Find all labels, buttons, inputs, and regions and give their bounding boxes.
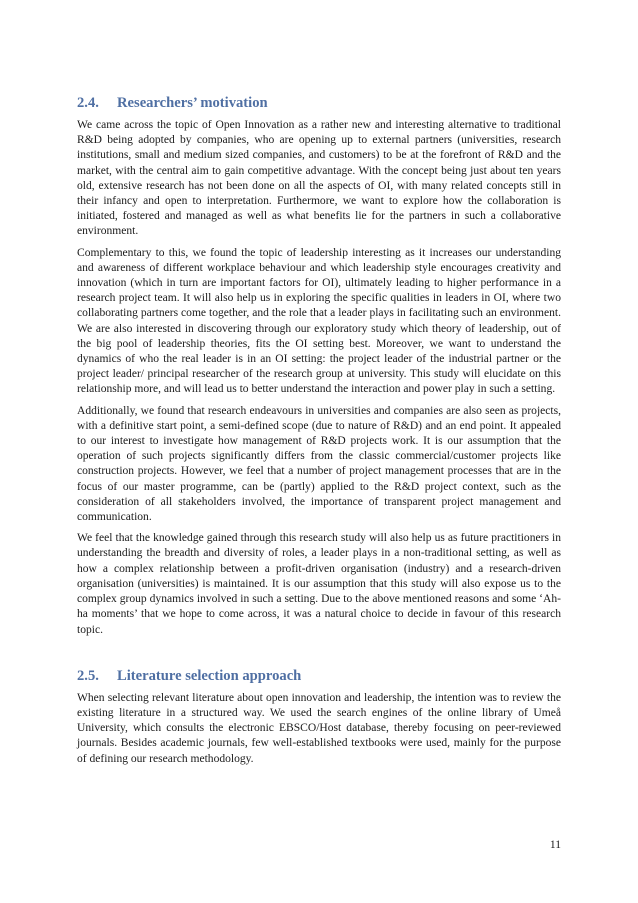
section-spacer: [77, 644, 561, 667]
section-title: Researchers’ motivation: [117, 95, 268, 111]
section-number: 2.5.: [77, 667, 99, 684]
section-number: 2.4.: [77, 95, 99, 111]
paragraph: We feel that the knowledge gained through this research study will also help us as future practitioners in understanding the breadth and diversity of roles, a leader plays in a non-traditional setting, as well as how a complex relationship between a profit-driven organisation (industry) and a research-driven organisation (universities) is maintained. It is our assumption that this study will also expose us to the complex group dynamics involved in such a setting. Due to the above mentioned reasons and some ‘Ah-ha moments’ that we hope to come across, it was a natural choice to decide in favour of this research topic.: [77, 532, 561, 636]
paragraph: When selecting relevant literature about open innovation and leadership, the intention was to review the existing literature in a structured way. We used the search engines of the online library of Umeå University, which consults the electronic EBSCO/Host database, thereby focusing on peer-reviewed journals. Besides academic journals, few well-established textbooks were used, mainly for the purpose of defining our research methodology.: [77, 691, 561, 765]
paragraph: We came across the topic of Open Innovation as a rather new and interesting alternative to traditional R&D being adopted by companies, who are opening up to external partners (universities, research institutions, small and medium sized companies, and customers) to be at the forefront of R&D and the market, with the central aim to gain competitive advantage. With the concept being just about ten years old, extensive research has not been done on all the aspects of OI, with many related concepts still in their infancy and open to interpretation. Furthermore, we want to explore how the collaboration is initiated, fostered and managed as well as what benefits lie for the partners in such a collaborative environment.: [77, 119, 561, 238]
page-content: [77, 94, 561, 773]
paragraph: Additionally, we found that research endeavours in universities and companies are also seen as projects, with a definitive start point, a semi-defined scope (due to nature of R&D) and an end point. It appealed to our interest to investigate how management of R&D projects work. It is our assumption that the operation of such projects significantly differs from the classic commercial/customer projects like construction projects. However, we feel that a number of project management processes that are in the focus of our master programme, can be (partly) applied to the R&D project context, such as the consideration of all stakeholders involved, the importance of transparent project management and communication.: [77, 404, 561, 524]
paragraph: Complementary to this, we found the topic of leadership interesting as it increases our understanding and awareness of different workplace behaviour and which leadership style encourages creativity and innovation (which in turn are important factors for OI), ultimately leading to higher performance in a research project team. It will also help us in exploring the specific qualities in leaders in OI, where two collaborating partners come together, and the role that a leader plays in facilitating such an environment. We are also interested in discovering through our exploratory study which theory of leadership, out of the big pool of leadership theories, fits the OI setting best. Moreover, we want to understand the dynamics of who the real leader is in an OI setting: the project leader of the industrial partner or the project leader/ principal researcher of the research group at university. This study will elucidate on this relationship more, and will lead us to better understand the interaction and power play in such a setting.: [77, 246, 561, 396]
section-heading-literature: [77, 667, 561, 685]
page-number: 11: [549, 839, 561, 851]
section-title: Literature selection approach: [117, 667, 302, 684]
section-heading-motivation: [77, 94, 561, 112]
